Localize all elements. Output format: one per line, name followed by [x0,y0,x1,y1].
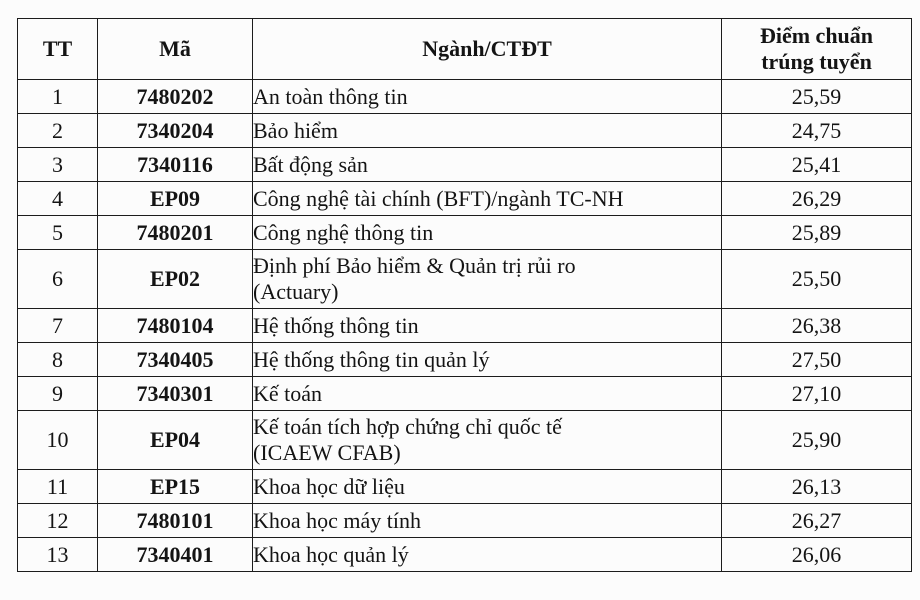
table-row [18,377,912,411]
cell-program [253,411,722,470]
program-name: Định phí Bảo hiểm & Quản trị rủi ro [253,253,576,278]
cell-tt: 9 [18,377,98,411]
program-name: Khoa học máy tính [253,507,422,533]
cell-program [253,216,722,250]
cell-tt: 4 [18,182,98,216]
cell-program [253,250,722,309]
cell-tt: 13 [18,538,98,572]
program-name: Kế toán [253,380,323,406]
table-header-row [18,19,912,80]
cell-tt: 10 [18,411,98,470]
program-name: Khoa học dữ liệu [253,473,405,499]
cell-score: 26,06 [722,538,912,572]
program-name: An toàn thông tin [253,83,408,109]
cell-code: EP04 [98,411,253,470]
header-program: Ngành/CTĐT [253,19,722,80]
cell-score: 24,75 [722,114,912,148]
table-row [18,80,912,114]
table-row [18,538,912,572]
cell-score: 26,38 [722,309,912,343]
cell-program [253,343,722,377]
cell-code: 7340301 [98,377,253,411]
table-row [18,343,912,377]
cell-tt: 1 [18,80,98,114]
table-row [18,148,912,182]
cell-code: EP02 [98,250,253,309]
table-row [18,470,912,504]
cell-code: 7340204 [98,114,253,148]
program-name-line2: (ICAEW CFAB) [253,440,401,465]
header-score-line2: trúng tuyển [761,49,872,74]
cell-score: 25,50 [722,250,912,309]
cell-program [253,504,722,538]
cell-program [253,80,722,114]
cell-tt: 7 [18,309,98,343]
cell-code: EP09 [98,182,253,216]
program-name: Công nghệ thông tin [253,219,434,245]
table-row [18,182,912,216]
cell-code: 7340401 [98,538,253,572]
cell-program [253,470,722,504]
table-row [18,216,912,250]
header-code: Mã [98,19,253,80]
cell-tt: 3 [18,148,98,182]
program-name: Bất động sản [253,151,368,177]
cell-tt: 5 [18,216,98,250]
cell-tt: 2 [18,114,98,148]
table-row [18,411,912,470]
program-name: Khoa học quản lý [253,541,409,567]
header-score-line1: Điểm chuẩn [759,23,874,48]
cell-score: 27,50 [722,343,912,377]
cell-tt: 12 [18,504,98,538]
cell-score: 26,13 [722,470,912,504]
table-row [18,504,912,538]
cell-program [253,148,722,182]
cell-score: 25,90 [722,411,912,470]
cell-program [253,182,722,216]
cell-code: 7340405 [98,343,253,377]
cell-tt: 11 [18,470,98,504]
header-tt: TT [18,19,98,80]
cell-code: 7340116 [98,148,253,182]
cell-tt: 8 [18,343,98,377]
admission-scores-table [17,18,912,572]
cell-code: 7480104 [98,309,253,343]
cell-score: 26,27 [722,504,912,538]
program-name: Bảo hiểm [253,117,338,143]
cell-score: 26,29 [722,182,912,216]
cell-program [253,538,722,572]
cell-code: 7480201 [98,216,253,250]
cell-code: 7480101 [98,504,253,538]
cell-program [253,377,722,411]
cell-program [253,114,722,148]
header-score [722,19,912,80]
program-name: Hệ thống thông tin [253,312,419,338]
table-row [18,114,912,148]
cell-program [253,309,722,343]
cell-code: 7480202 [98,80,253,114]
program-name-line2: (Actuary) [253,279,339,304]
cell-score: 25,59 [722,80,912,114]
program-name: Hệ thống thông tin quản lý [253,346,490,372]
table-row [18,309,912,343]
cell-score: 25,89 [722,216,912,250]
cell-tt: 6 [18,250,98,309]
table-row [18,250,912,309]
cell-score: 25,41 [722,148,912,182]
program-name: Công nghệ tài chính (BFT)/ngành TC-NH [253,185,624,211]
cell-score: 27,10 [722,377,912,411]
cell-code: EP15 [98,470,253,504]
program-name: Kế toán tích hợp chứng chỉ quốc tế [253,414,562,439]
